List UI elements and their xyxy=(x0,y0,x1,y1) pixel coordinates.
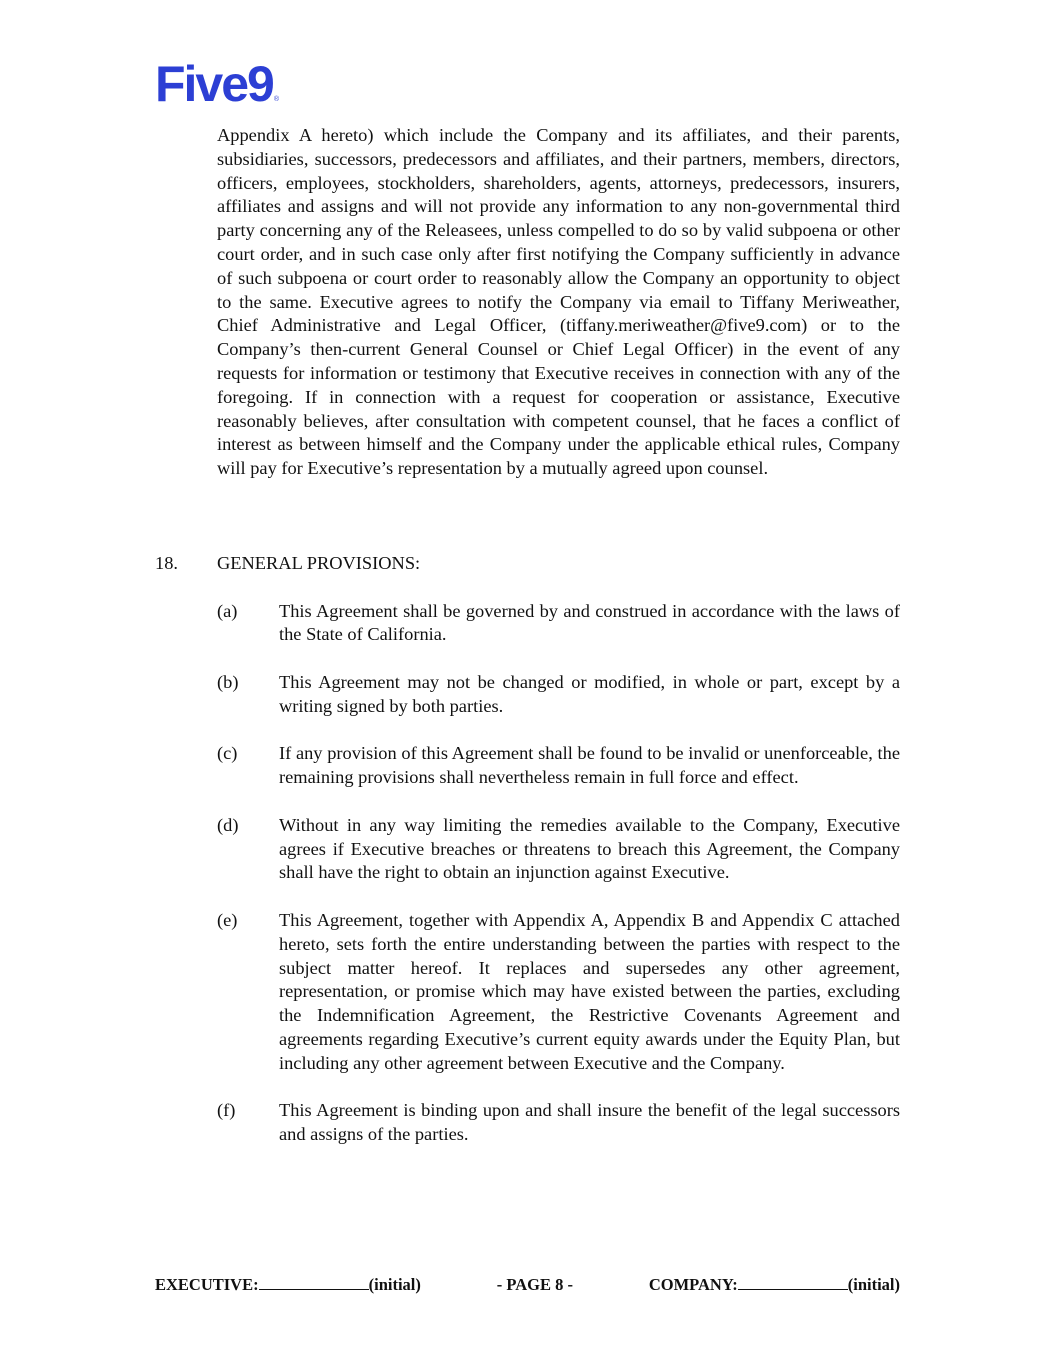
clause-a xyxy=(217,600,900,648)
clause-d xyxy=(217,814,900,885)
executive-label: EXECUTIVE: xyxy=(155,1275,259,1294)
logo-text: Five9 xyxy=(155,56,273,112)
document-body xyxy=(217,124,900,481)
clause-label: (a) xyxy=(217,600,238,621)
clause-b xyxy=(217,671,900,719)
intro-paragraph: Appendix A hereto) which include the Company and its affiliates, and their parents, subsidiaries, successors, predecessors and affiliates, and their partners, members, directors, officers, employees, stockholders, shareholders, agents, attorneys, predecessors, insurers, affiliates and assigns and will not provide any information to any non-governmental third party concerning any of the Releasees, unless compelled to do so by valid subpoena or other court order, and in such case only after first notifying the Company sufficiently in advance of such subpoena or court order to reasonably allow the Company an opportunity to object to the same. Executive agrees to notify the Company via email to Tiffany Meriweather, Chief Administrative and Legal Officer, (tiffany.meriweather@five9.com) or to the Company’s then-current General Counsel or Chief Legal Officer) in the event of any requests for information or testimony that Executive receives in connection with any of the foregoing. If in connection with a request for cooperation or assistance, Executive reasonably believes, after consultation with competent counsel, that he faces a conflict of interest as between himself and the Company under the applicable ethical rules, Company will pay for Executive’s representation by a mutually agreed upon counsel. xyxy=(217,125,900,479)
clause-list xyxy=(155,600,900,1147)
clause-f xyxy=(217,1099,900,1147)
clause-text: Without in any way limiting the remedies available to the Company, Executive agrees if Executive breaches or threatens to breach this Agreement, the Company shall have the right to obtain an injunction against Executive. xyxy=(279,814,900,883)
clause-text: This Agreement may not be changed or modified, in whole or part, except by a writing signed by both parties. xyxy=(279,671,900,716)
clause-text: This Agreement shall be governed by and construed in accordance with the laws of the State of California. xyxy=(279,600,900,645)
clause-c xyxy=(217,742,900,790)
company-initial-caption: (initial) xyxy=(847,1275,900,1294)
clause-text: If any provision of this Agreement shall be found to be invalid or unenforceable, the remaining provisions shall nevertheless remain in full force and effect. xyxy=(279,743,900,788)
page-footer xyxy=(155,1274,900,1296)
section-heading xyxy=(155,552,900,576)
section-number: 18. xyxy=(155,553,178,573)
company-logo xyxy=(155,56,279,112)
clause-e xyxy=(217,909,900,1076)
company-initial-blank[interactable] xyxy=(738,1275,848,1290)
clause-text: This Agreement, together with Appendix A, Appendix B and Appendix C attached hereto, sets forth the entire understanding between the parties with respect to the subject matter hereof. It replaces and supersedes any other agreement, representation, or promise which may have existed between the parties, excluding the Indemnification Agreement, the Restrictive Covenants Agreement and agreements regarding Executive’s current equity awards under the Equity Plan, but including any other agreement between Executive and the Company. xyxy=(279,909,900,1073)
company-initial-block xyxy=(649,1274,900,1296)
section-title: GENERAL PROVISIONS: xyxy=(217,553,421,573)
clause-label: (b) xyxy=(217,671,239,692)
general-provisions-section xyxy=(155,552,900,1171)
company-label: COMPANY: xyxy=(648,1275,738,1294)
page-number: - PAGE 8 - xyxy=(496,1275,573,1294)
logo-registered-mark: ® xyxy=(273,96,280,103)
clause-label: (f) xyxy=(217,1100,236,1121)
clause-label: (c) xyxy=(217,743,238,764)
executive-initial-blank[interactable] xyxy=(259,1275,369,1290)
executive-initial-caption: (initial) xyxy=(368,1275,421,1294)
clause-label: (d) xyxy=(217,814,239,835)
clause-text: This Agreement is binding upon and shall insure the benefit of the legal successors and assigns of the parties. xyxy=(279,1100,900,1145)
executive-initial-block xyxy=(155,1274,421,1296)
clause-label: (e) xyxy=(217,909,238,930)
